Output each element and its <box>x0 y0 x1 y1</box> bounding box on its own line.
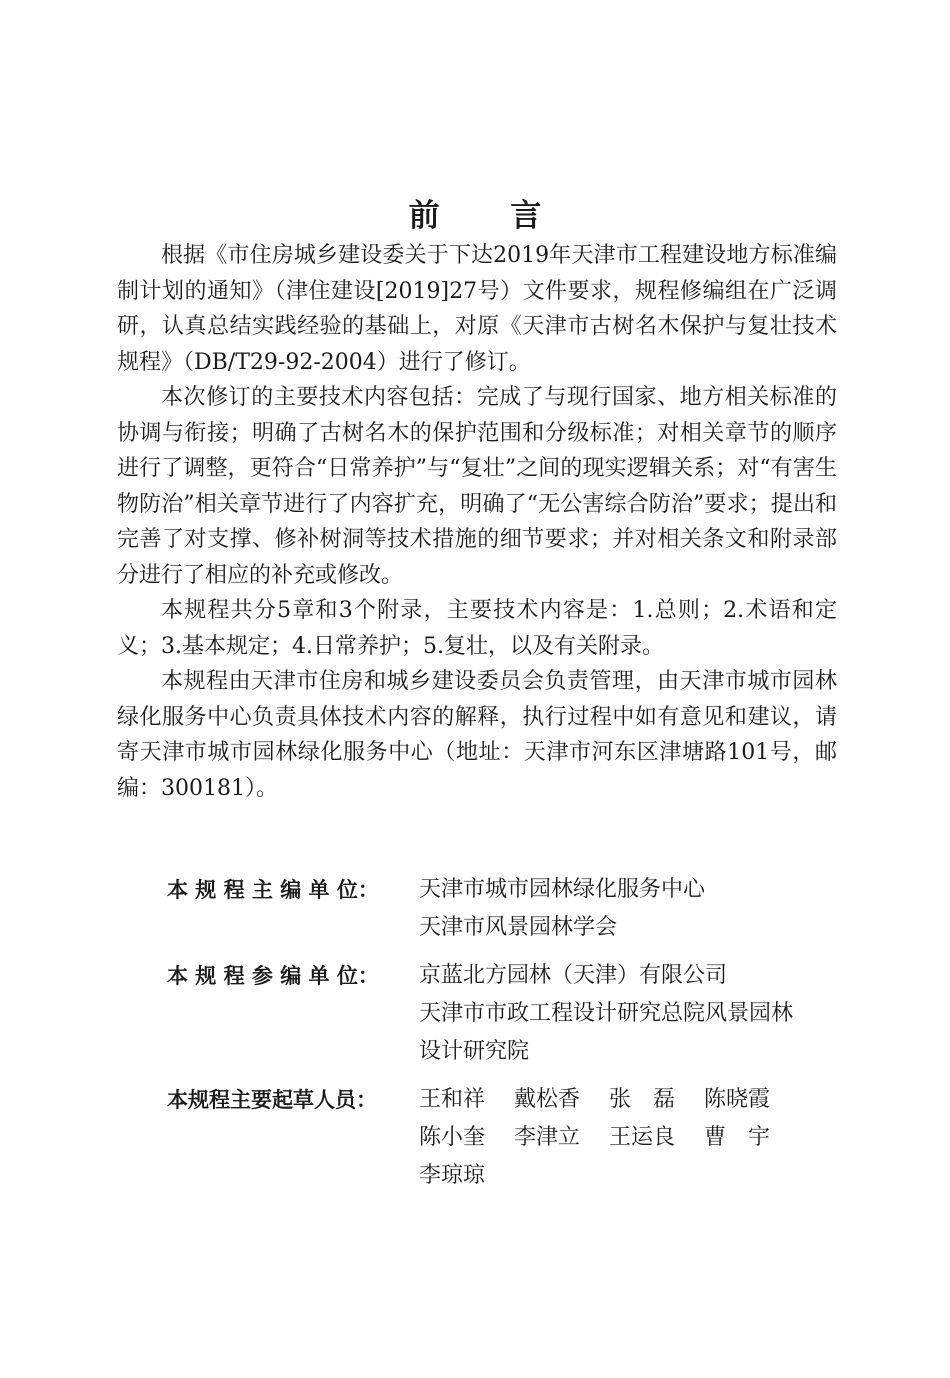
editorial-units <box>167 871 867 1205</box>
unit-values <box>419 957 867 1071</box>
unit-label: 本规程主要起草人员： <box>167 1088 377 1112</box>
drafter-names: 陈小奎 李津立 王运良 曹 宇 <box>419 1125 770 1150</box>
unit-values <box>419 871 867 947</box>
drafter-names: 李琼琼 <box>419 1163 486 1188</box>
paragraph: 根据《市住房城乡建设委关于下达2019年天津市工程建设地方标准编制计划的通知》（津住建设[2019]27号）文件要求，规程修编组在广泛调研，认真总结实践经验的基础上，对原《天津市古树名木保护与复壮技术规程》（DB/T29-92-2004）进行了修订。 <box>117 243 837 375</box>
drafter-names: 王和祥 戴松香 张 磊 陈晓霞 <box>419 1087 770 1112</box>
unit-line: 天津市市政工程设计研究总院风景园林 <box>419 1001 794 1026</box>
unit-line: 京蓝北方园林（天津）有限公司 <box>419 963 728 988</box>
unit-line: 天津市风景园林学会 <box>419 915 618 940</box>
unit-line: 天津市城市园林绿化服务中心 <box>419 877 706 902</box>
paragraph: 本规程共分5章和3个附录，主要技术内容是：1.总则；2.术语和定义；3.基本规定；4.日常养护；5.复壮，以及有关附录。 <box>117 598 837 659</box>
page-title: 前 言 <box>408 198 572 234</box>
unit-label: 本 规 程 主 编 单 位： <box>167 878 379 902</box>
unit-line: 设计研究院 <box>419 1039 530 1064</box>
unit-values <box>419 1081 867 1195</box>
paragraph: 本次修订的主要技术内容包括：完成了与现行国家、地方相关标准的协调与衔接；明确了古树名木的保护范围和分级标准；对相关章节的顺序进行了调整，更符合“日常养护”与“复壮”之间的现实逻辑关系；对“有害生物防治”相关章节进行了内容扩充，明确了“无公害综合防治”要求；提出和完善了对支撑、修补树洞等技术措施的细节要求；并对相关条文和附录部分进行了相应的补充或修改。 <box>117 385 837 588</box>
drafters <box>167 1081 867 1195</box>
co-editor-unit <box>167 957 867 1071</box>
chief-editor-unit <box>167 871 867 947</box>
preface-body <box>117 238 837 806</box>
unit-label: 本 规 程 参 编 单 位： <box>167 964 379 988</box>
paragraph: 本规程由天津市住房和城乡建设委员会负责管理，由天津市城市园林绿化服务中心负责具体技术内容的解释，执行过程中如有意见和建议，请寄天津市城市园林绿化服务中心（地址：天津市河东区津塘路101号，邮编：300181）。 <box>117 669 837 801</box>
